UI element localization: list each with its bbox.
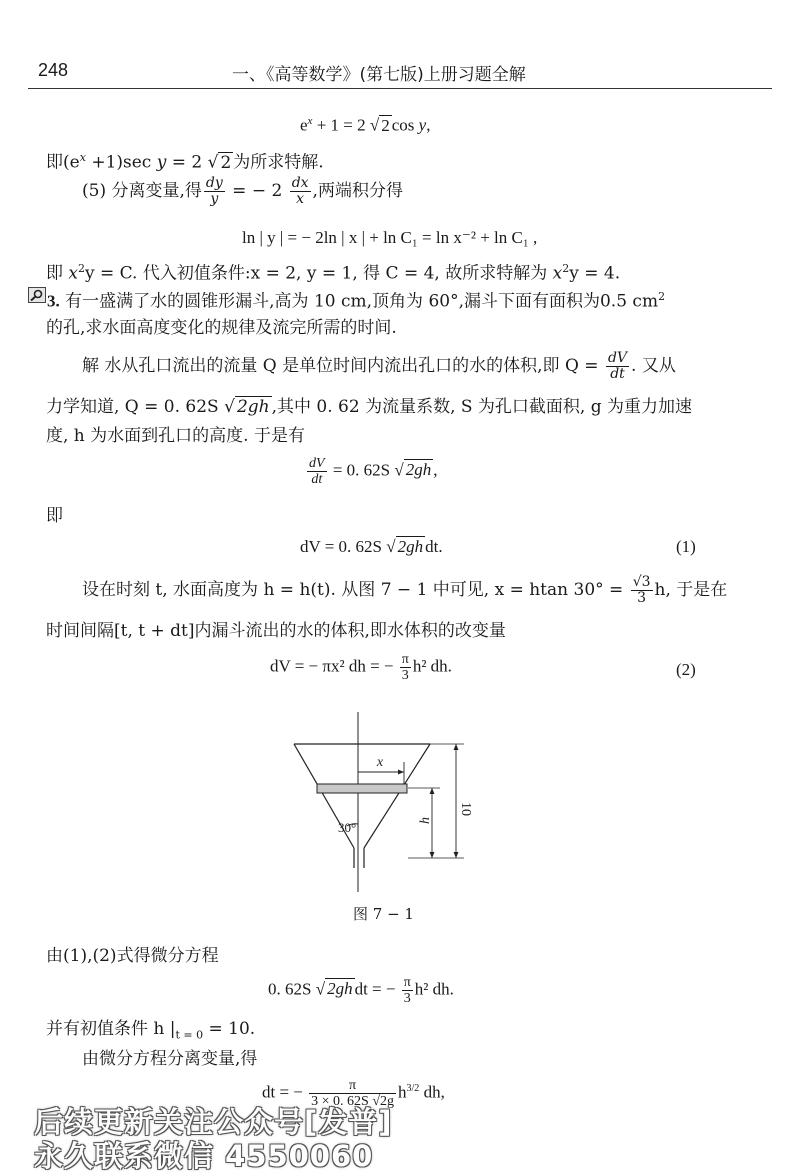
- equation-dvdt: $\frac{dV}{dt}$ = 0. 62S √ 2gh ,: [309, 456, 438, 487]
- derive-line: 由(1),(2)式得微分方程: [46, 946, 219, 966]
- equation-2: dV = − πx² dh = − $\frac{\pi}{3}$ h² dh.: [270, 652, 452, 683]
- figure-angle-label: 30°: [338, 820, 357, 835]
- watermark-line2: 永久联系微信 4550060: [34, 1139, 374, 1173]
- equation-1: dV = 0. 62S √ 2gh dt.: [300, 537, 443, 556]
- equation-4: dt = − $\frac{\pi}{3 \times 0. 62S √2g}$ $h^{3/2}$ dh,: [262, 1078, 445, 1109]
- special-solution-line: 即$(e^x +1)\sec$ y = 2 √ 2 为所求特解.: [46, 151, 324, 173]
- magnifier-icon: [28, 287, 46, 303]
- equation-ex: $e^x + 1 = 2$ √ 2 cos y,: [300, 115, 431, 135]
- initial-condition-line: 并有初值条件 h $|_{t = 0} = 10$.: [46, 1019, 256, 1042]
- problem-3-line1: 3. 有一盛满了水的圆锥形漏斗,高为 10 cm,顶角为 60°,漏斗下面有面积为0.5 $cm^2$: [47, 290, 666, 312]
- figure-label-h: h: [418, 817, 433, 824]
- header-rule: [28, 88, 772, 89]
- solution-line2: 力学知道, Q = 0. 62S √ 2gh ,其中 0. 62 为流量系数, S 为孔口截面积, g 为重力加速: [46, 397, 693, 417]
- problem-3-line2: 的孔,求水面高度变化的规律及流完所需的时间.: [46, 318, 397, 338]
- figure-label-x: x: [376, 755, 384, 770]
- water-surface-slab: [317, 784, 407, 793]
- part5-line: (5) 分离变量,得 $\frac{dy}{y}$ = − 2 $\frac{dx}{x}$ ,两端积分得: [82, 175, 403, 207]
- setup-line2: 时间间隔[t, t + dt]内漏斗流出的水的体积,即水体积的改变量: [46, 621, 506, 641]
- solution-line1: 解 水从孔口流出的流量 Q 是单位时间内流出孔口的水的体积,即 Q = $\frac{dV}{dt}$ . 又从: [82, 350, 676, 382]
- separate-line: 由微分方程分离变量,得: [82, 1049, 258, 1069]
- equation-3: 0. 62S √ 2gh dt = − $\frac{\pi}{3}$ h² dh.: [268, 975, 454, 1006]
- figure-label-10: 10: [458, 802, 473, 816]
- ln-equation: ln | y | = − 2ln | x | + ln C₁ = ln x⁻² + ln C₁ ,: [242, 228, 538, 247]
- particular-solution-line: 即 $x^2y = C$. 代入初值条件:x = 2, y = 1, 得 C = 4, 故所求特解为 $x^2y = 4$.: [46, 262, 621, 284]
- setup-line1: 设在时刻 t, 水面高度为 h = h(t). 从图 7 − 1 中可见, x = htan 30° = $\frac{√3}{3}$ h, 于是在: [82, 574, 728, 606]
- watermark-line1: 后续更新关注公众号[发普]: [34, 1105, 393, 1139]
- figure-caption: 图 7 − 1: [353, 905, 414, 923]
- page-number: 248: [38, 60, 69, 80]
- funnel-right-wall: [364, 744, 430, 848]
- header-title: 一、《高等数学》(第七版)上册习题全解: [232, 65, 526, 85]
- solution-line3: 度, h 为水面到孔口的高度. 于是有: [46, 426, 305, 446]
- ji-label: 即: [46, 506, 63, 526]
- funnel-figure: [280, 708, 480, 898]
- equation-2-number: (2): [676, 660, 696, 679]
- equation-1-number: (1): [676, 537, 696, 556]
